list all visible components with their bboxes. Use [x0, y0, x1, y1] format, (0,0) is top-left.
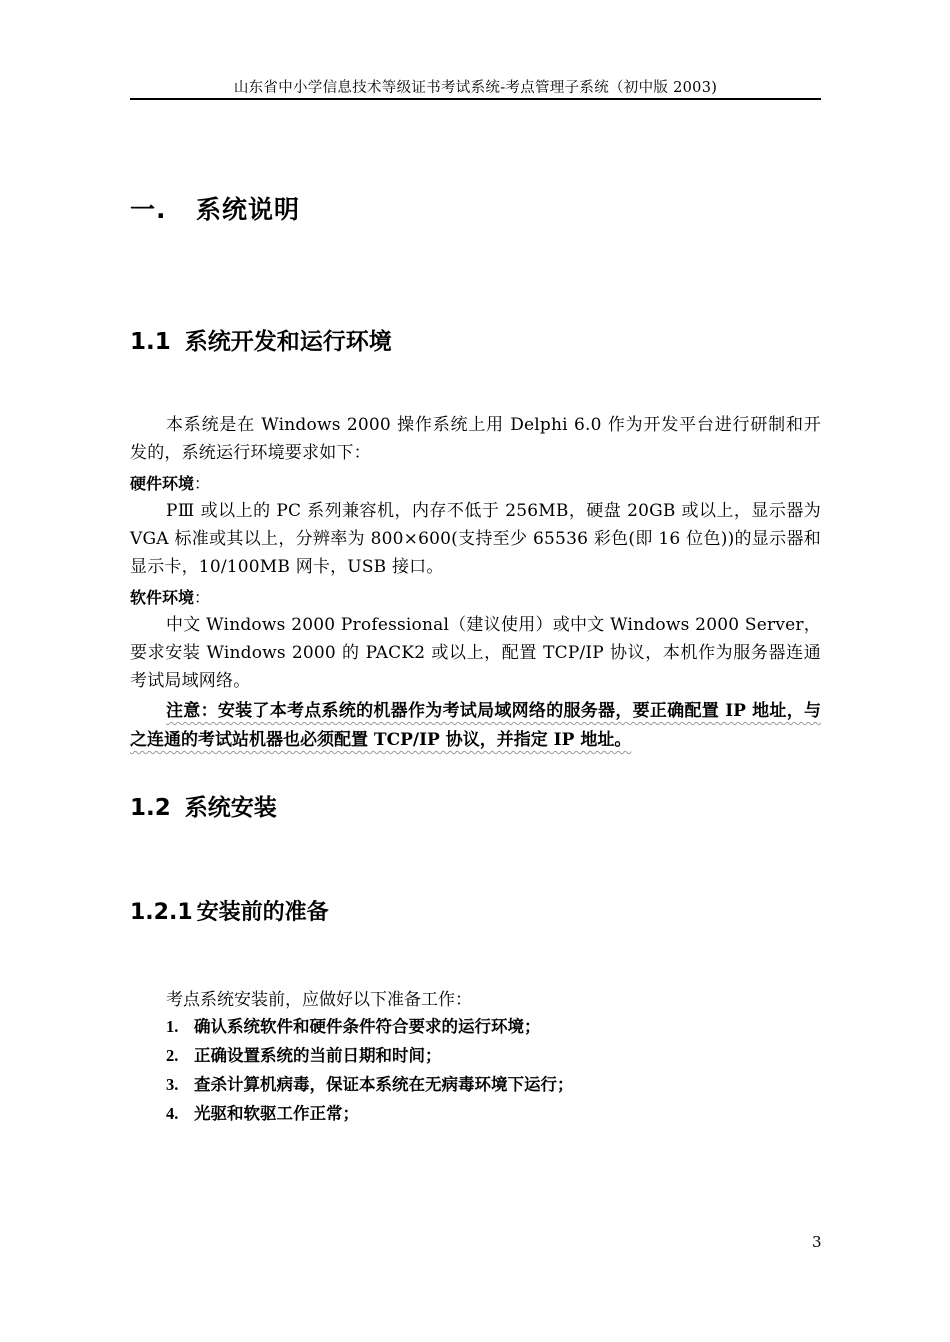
step-number: 3.: [166, 1075, 179, 1094]
page-number: 3: [812, 1233, 822, 1251]
section-1-2-1-title: 安装前的准备: [196, 900, 329, 925]
section-1-1-title: 系统开发和运行环境: [184, 329, 392, 355]
section-1-2-number: 1.2: [130, 795, 171, 821]
list-item: [166, 1041, 574, 1070]
section-1-1-number: 1.1: [130, 329, 171, 355]
step-number: 2.: [166, 1046, 179, 1065]
step-number: 1.: [166, 1017, 179, 1036]
hardware-label: 硬件环境：: [130, 474, 211, 493]
hardware-paragraph: PⅢ 或以上的 PC 系列兼容机，内存不低于 256MB，硬盘 20GB 或以上，显示器为 VGA 标准或其以上，分辨率为 800×600(支持至少 65536 彩色(即 16 位色))的显示器和显示卡，10/100MB 网卡，USB 接口。: [130, 501, 821, 577]
step-text: 光驱和软驱工作正常；: [194, 1104, 359, 1123]
chapter-title: 系统说明: [196, 195, 301, 224]
software-label-text: 软件环境: [130, 588, 195, 607]
step-text: 查杀计算机病毒，保证本系统在无病毒环境下运行；: [194, 1075, 574, 1094]
list-item: [166, 1099, 574, 1128]
environment-intro-paragraph: 本系统是在 Windows 2000 操作系统上用 Delphi 6.0 作为开发平台进行研制和开发的，系统运行环境要求如下：: [130, 415, 821, 463]
preparation-steps-list: [166, 1012, 574, 1128]
section-1-2-title: 系统安装: [184, 795, 277, 821]
installation-note: 注意：安装了本考点系统的机器作为考试局域网络的服务器，要正确配置 IP 地址，与之连通的考试站机器也必须配置 TCP/IP 协议，并指定 IP 地址。: [130, 701, 821, 750]
step-text: 正确设置系统的当前日期和时间；: [194, 1046, 442, 1065]
chapter-heading: [130, 190, 300, 226]
step-text: 确认系统软件和硬件条件符合要求的运行环境；: [194, 1017, 541, 1036]
header-rule: [130, 98, 821, 100]
section-1-2-heading: [130, 789, 277, 822]
section-1-1-heading: [130, 323, 392, 356]
step-number: 4.: [166, 1104, 179, 1123]
list-item: [166, 1012, 574, 1041]
list-item: [166, 1070, 574, 1099]
chapter-number: 一.: [130, 195, 167, 224]
software-label: 软件环境：: [130, 588, 211, 607]
software-paragraph: 中文 Windows 2000 Professional（建议使用）或中文 Windows 2000 Server，要求安装 Windows 2000 的 PACK2 或以上，配置 TCP/IP 协议，本机作为服务器连通考试局域网络。: [130, 615, 821, 691]
section-1-2-1-number: 1.2.1: [130, 900, 193, 925]
section-1-2-1-heading: [130, 895, 329, 926]
page-header: 山东省中小学信息技术等级证书考试系统-考点管理子系统（初中版 2003): [233, 80, 718, 96]
preparation-intro: 考点系统安装前，应做好以下准备工作：: [166, 990, 472, 1010]
hardware-label-text: 硬件环境: [130, 474, 195, 493]
